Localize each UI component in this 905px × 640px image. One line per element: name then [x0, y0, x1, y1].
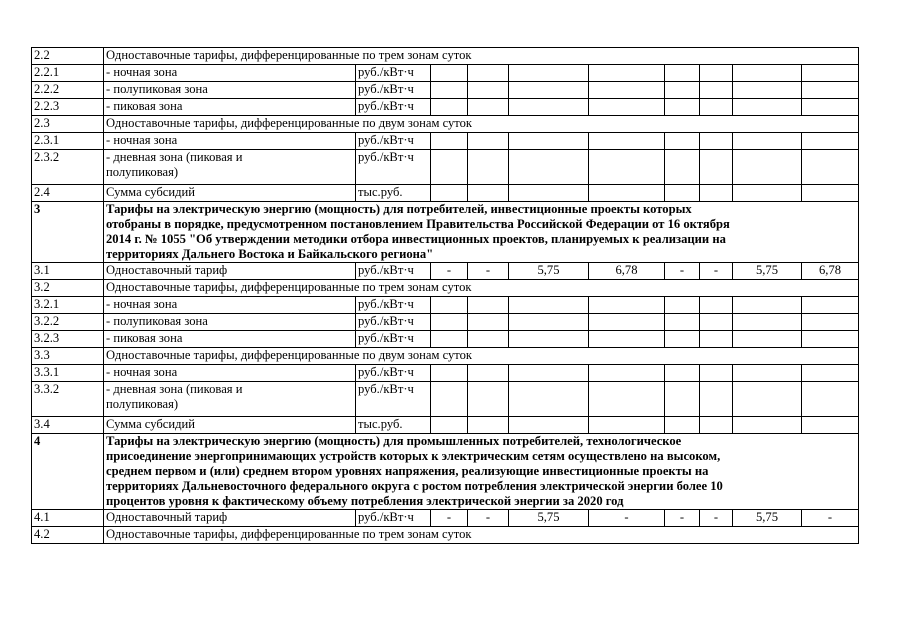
value-cell: [700, 297, 733, 314]
value-cell: -: [665, 263, 700, 280]
section-title-line: присоединение энергопринимающих устройств которых к электрическим сетям осуществлено на высоком,: [106, 449, 721, 463]
value-cell: [431, 417, 468, 434]
value-cell: 6,78: [802, 263, 859, 280]
value-cell: 5,75: [509, 510, 589, 527]
section-title: [104, 434, 859, 510]
value-cell: [733, 331, 802, 348]
value-cell: [700, 65, 733, 82]
value-cell: [733, 99, 802, 116]
row-name: - пиковая зона: [104, 99, 356, 116]
unit-cell: тыс.руб.: [356, 185, 431, 202]
table-row: [32, 314, 859, 331]
value-cell: [468, 82, 509, 99]
row-number: 2.2.1: [32, 65, 104, 82]
value-cell: [589, 65, 665, 82]
value-cell: [509, 417, 589, 434]
value-cell: [700, 150, 733, 185]
value-cell: [802, 297, 859, 314]
unit-cell: руб./кВт·ч: [356, 382, 431, 417]
value-cell: [589, 417, 665, 434]
table-row: [32, 185, 859, 202]
value-cell: [733, 82, 802, 99]
value-cell: [589, 331, 665, 348]
value-cell: -: [589, 510, 665, 527]
value-cell: [468, 314, 509, 331]
section-number: 4: [32, 434, 104, 510]
value-cell: [802, 65, 859, 82]
value-cell: [468, 297, 509, 314]
value-cell: [733, 185, 802, 202]
value-cell: [509, 82, 589, 99]
value-cell: [802, 365, 859, 382]
value-cell: [700, 382, 733, 417]
value-cell: [431, 365, 468, 382]
value-cell: [665, 365, 700, 382]
row-name: Сумма субсидий: [104, 185, 356, 202]
value-cell: [665, 417, 700, 434]
row-name: - ночная зона: [104, 133, 356, 150]
value-cell: [700, 365, 733, 382]
tariff-table-body: [32, 48, 859, 544]
row-name: - ночная зона: [104, 65, 356, 82]
value-cell: [589, 185, 665, 202]
unit-cell: руб./кВт·ч: [356, 150, 431, 185]
row-name: - полупиковая зона: [104, 314, 356, 331]
value-cell: -: [431, 510, 468, 527]
value-cell: [733, 297, 802, 314]
value-cell: [589, 365, 665, 382]
row-name-line: полупиковая): [106, 165, 179, 179]
value-cell: [509, 297, 589, 314]
row-number: 2.2.3: [32, 99, 104, 116]
table-row: [32, 202, 859, 263]
value-cell: [509, 99, 589, 116]
value-cell: [468, 133, 509, 150]
section-title-line: процентов уровня к фактическому объему потребления электрической энергии за 2020 год: [106, 494, 624, 508]
value-cell: [468, 99, 509, 116]
value-cell: 5,75: [509, 263, 589, 280]
row-name: - пиковая зона: [104, 331, 356, 348]
tariff-table: [31, 47, 859, 544]
unit-cell: руб./кВт·ч: [356, 331, 431, 348]
value-cell: [802, 82, 859, 99]
section-title-line: отобраны в порядке, предусмотренном постановлением Правительства Российской Федерации от 16 октября: [106, 217, 730, 231]
row-name: - ночная зона: [104, 365, 356, 382]
table-row: [32, 150, 859, 185]
value-cell: [468, 417, 509, 434]
value-cell: [468, 365, 509, 382]
section-title: [104, 202, 859, 263]
value-cell: [700, 133, 733, 150]
row-name: [104, 382, 356, 417]
value-cell: 5,75: [733, 510, 802, 527]
value-cell: -: [700, 510, 733, 527]
row-number: 4.1: [32, 510, 104, 527]
table-row: [32, 382, 859, 417]
value-cell: [700, 185, 733, 202]
table-row: [32, 510, 859, 527]
value-cell: [509, 65, 589, 82]
row-number: 2.2.2: [32, 82, 104, 99]
table-row: [32, 133, 859, 150]
value-cell: [665, 314, 700, 331]
row-number: 3.2.3: [32, 331, 104, 348]
row-number: 4.2: [32, 527, 104, 544]
section-title-line: территориях Дальневосточного федерального округа с ростом потребления электрической энергии более 10: [106, 479, 723, 493]
table-row: [32, 417, 859, 434]
value-cell: 6,78: [589, 263, 665, 280]
table-row: [32, 48, 859, 65]
value-cell: [589, 314, 665, 331]
value-cell: [733, 150, 802, 185]
table-row: [32, 263, 859, 280]
value-cell: [468, 185, 509, 202]
value-cell: [509, 382, 589, 417]
table-row: [32, 99, 859, 116]
unit-cell: руб./кВт·ч: [356, 82, 431, 99]
value-cell: [665, 382, 700, 417]
value-cell: [665, 99, 700, 116]
value-cell: [802, 382, 859, 417]
value-cell: [589, 382, 665, 417]
value-cell: [431, 297, 468, 314]
value-cell: [431, 150, 468, 185]
value-cell: [802, 331, 859, 348]
value-cell: [431, 99, 468, 116]
subsection-title: Одноставочные тарифы, дифференцированные по трем зонам суток: [104, 48, 859, 65]
value-cell: [431, 185, 468, 202]
row-number: 3.2.2: [32, 314, 104, 331]
section-title-line: Тарифы на электрическую энергию (мощность) для потребителей, инвестиционные проекты которых: [106, 202, 692, 216]
table-row: [32, 280, 859, 297]
section-title-line: Тарифы на электрическую энергию (мощность) для промышленных потребителей, технологическое: [106, 434, 682, 448]
unit-cell: руб./кВт·ч: [356, 133, 431, 150]
row-number: 2.2: [32, 48, 104, 65]
subsection-title: Одноставочные тарифы, дифференцированные по трем зонам суток: [104, 527, 859, 544]
table-row: [32, 331, 859, 348]
row-number: 3.2: [32, 280, 104, 297]
value-cell: [431, 133, 468, 150]
value-cell: -: [802, 510, 859, 527]
row-number: 2.3.1: [32, 133, 104, 150]
value-cell: [700, 99, 733, 116]
value-cell: [700, 314, 733, 331]
subsection-title: Одноставочные тарифы, дифференцированные по трем зонам суток: [104, 280, 859, 297]
unit-cell: руб./кВт·ч: [356, 65, 431, 82]
row-name: Одноставочный тариф: [104, 510, 356, 527]
value-cell: [665, 133, 700, 150]
table-row: [32, 527, 859, 544]
value-cell: [589, 82, 665, 99]
row-name: Сумма субсидий: [104, 417, 356, 434]
value-cell: [665, 150, 700, 185]
value-cell: [733, 314, 802, 331]
row-name-line: - дневная зона (пиковая и: [106, 382, 243, 396]
value-cell: [509, 314, 589, 331]
value-cell: [700, 417, 733, 434]
value-cell: [802, 417, 859, 434]
value-cell: [431, 65, 468, 82]
value-cell: [509, 185, 589, 202]
value-cell: [431, 331, 468, 348]
row-number: 2.4: [32, 185, 104, 202]
value-cell: [733, 365, 802, 382]
value-cell: [589, 133, 665, 150]
value-cell: [665, 297, 700, 314]
value-cell: [509, 150, 589, 185]
value-cell: [802, 133, 859, 150]
value-cell: [431, 382, 468, 417]
value-cell: [509, 331, 589, 348]
value-cell: [431, 82, 468, 99]
table-row: [32, 434, 859, 510]
value-cell: [700, 82, 733, 99]
row-number: 2.3.2: [32, 150, 104, 185]
unit-cell: тыс.руб.: [356, 417, 431, 434]
value-cell: 5,75: [733, 263, 802, 280]
value-cell: [589, 150, 665, 185]
table-row: [32, 365, 859, 382]
unit-cell: руб./кВт·ч: [356, 365, 431, 382]
value-cell: [468, 150, 509, 185]
row-name-line: полупиковая): [106, 397, 179, 411]
value-cell: [468, 65, 509, 82]
value-cell: [468, 331, 509, 348]
row-number: 2.3: [32, 116, 104, 133]
value-cell: [665, 65, 700, 82]
table-row: [32, 348, 859, 365]
value-cell: [733, 65, 802, 82]
row-number: 3.4: [32, 417, 104, 434]
subsection-title: Одноставочные тарифы, дифференцированные по двум зонам суток: [104, 348, 859, 365]
value-cell: -: [665, 510, 700, 527]
section-number: 3: [32, 202, 104, 263]
table-row: [32, 65, 859, 82]
table-row: [32, 297, 859, 314]
row-name: - ночная зона: [104, 297, 356, 314]
row-name-line: - дневная зона (пиковая и: [106, 150, 243, 164]
subsection-title: Одноставочные тарифы, дифференцированные по двум зонам суток: [104, 116, 859, 133]
value-cell: [665, 82, 700, 99]
value-cell: [665, 331, 700, 348]
unit-cell: руб./кВт·ч: [356, 314, 431, 331]
value-cell: -: [700, 263, 733, 280]
value-cell: -: [468, 263, 509, 280]
unit-cell: руб./кВт·ч: [356, 297, 431, 314]
value-cell: [589, 99, 665, 116]
value-cell: [700, 331, 733, 348]
table-row: [32, 116, 859, 133]
row-name: Одноставочный тариф: [104, 263, 356, 280]
value-cell: [665, 185, 700, 202]
unit-cell: руб./кВт·ч: [356, 510, 431, 527]
value-cell: -: [431, 263, 468, 280]
value-cell: [802, 99, 859, 116]
value-cell: [468, 382, 509, 417]
row-name: - полупиковая зона: [104, 82, 356, 99]
value-cell: [509, 133, 589, 150]
row-number: 3.2.1: [32, 297, 104, 314]
row-number: 3.1: [32, 263, 104, 280]
unit-cell: руб./кВт·ч: [356, 99, 431, 116]
value-cell: [431, 314, 468, 331]
section-title-line: 2014 г. № 1055 "Об утверждении методики отбора инвестиционных проектов, планируемых к реализации на: [106, 232, 726, 246]
value-cell: [802, 185, 859, 202]
value-cell: [589, 297, 665, 314]
unit-cell: руб./кВт·ч: [356, 263, 431, 280]
row-number: 3.3: [32, 348, 104, 365]
row-number: 3.3.2: [32, 382, 104, 417]
value-cell: [733, 382, 802, 417]
value-cell: [733, 417, 802, 434]
table-row: [32, 82, 859, 99]
row-number: 3.3.1: [32, 365, 104, 382]
value-cell: [509, 365, 589, 382]
value-cell: -: [468, 510, 509, 527]
section-title-line: среднем первом и (или) среднем втором уровнях напряжения, реализующие инвестиционные проекты на: [106, 464, 709, 478]
section-title-line: территориях Дальнего Востока и Байкальского региона": [106, 247, 434, 261]
row-name: [104, 150, 356, 185]
value-cell: [802, 314, 859, 331]
value-cell: [802, 150, 859, 185]
value-cell: [733, 133, 802, 150]
